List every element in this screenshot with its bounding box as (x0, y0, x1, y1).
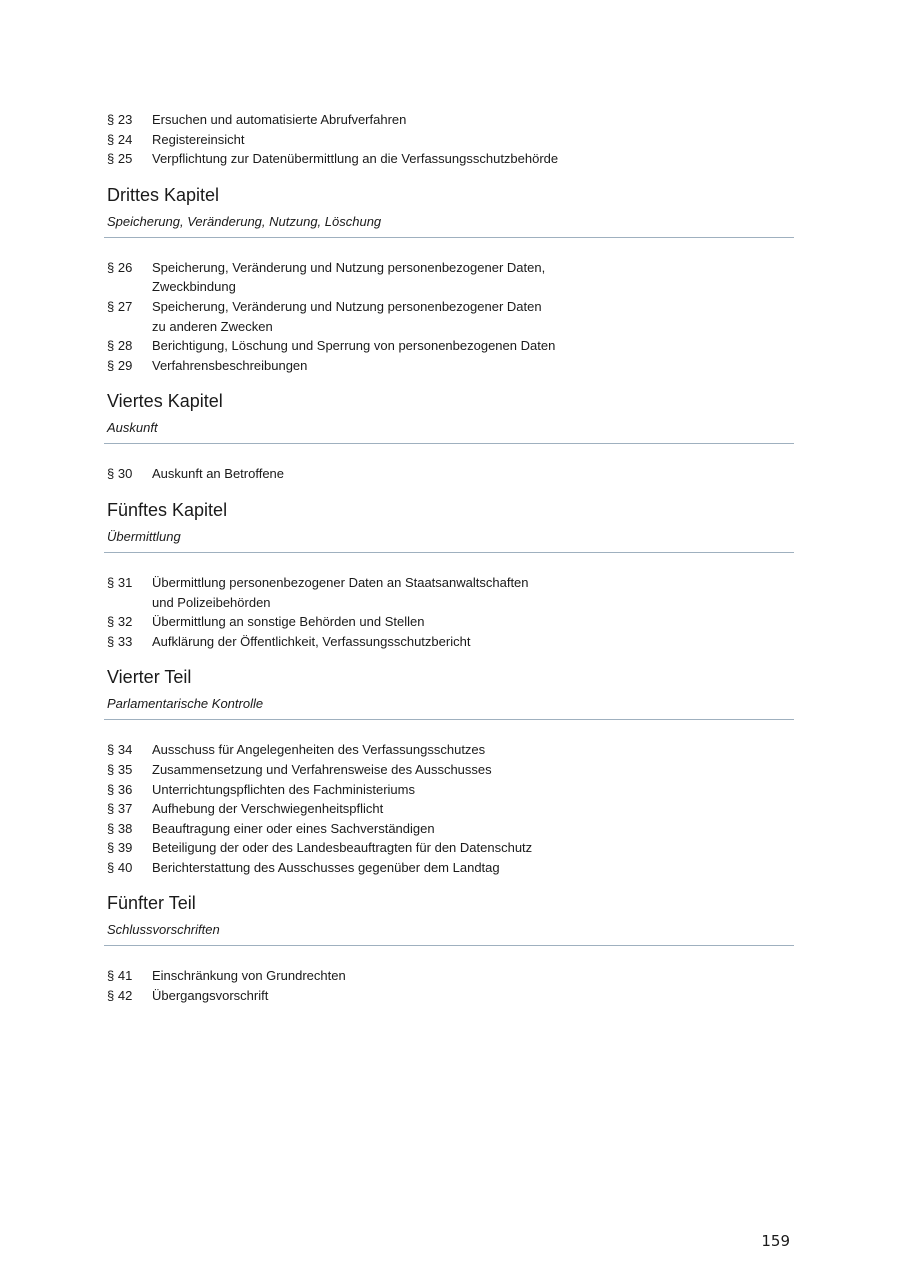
section-number: § 35 (107, 761, 133, 777)
entry-title-line: und Polizeibehörden (152, 594, 271, 610)
section-number: § 37 (107, 801, 133, 817)
table-of-contents (107, 110, 794, 1006)
chapter-subtitle: Parlamentarische Kontrolle (107, 696, 264, 712)
chapter-heading: Fünfter Teil (107, 893, 196, 914)
entry-list (107, 258, 794, 376)
toc-entry (107, 258, 794, 297)
entry-title-line: Zusammensetzung und Verfahrensweise des Ausschusses (152, 761, 492, 777)
chapter-subtitle: Speicherung, Veränderung, Nutzung, Löschung (107, 213, 382, 229)
section-number: § 27 (107, 298, 133, 314)
toc-entry (107, 632, 794, 652)
section-number: § 40 (107, 859, 133, 875)
divider (104, 237, 794, 238)
section-number: § 42 (107, 988, 133, 1004)
entry-title-line: zu anderen Zwecken (152, 318, 273, 334)
entry-list (107, 464, 794, 484)
section-number: § 30 (107, 466, 133, 482)
entry-title (152, 966, 794, 986)
section-number: § 28 (107, 338, 133, 354)
intro-entries (107, 110, 794, 169)
section-number: § 29 (107, 357, 133, 373)
section-number: § 39 (107, 840, 133, 856)
toc-entry (107, 858, 794, 878)
section-number: § 26 (107, 259, 133, 275)
entry-title (152, 760, 794, 780)
entry-title (152, 464, 794, 484)
chapter-section (107, 891, 794, 1005)
entry-list (107, 740, 794, 877)
section-number: § 34 (107, 742, 133, 758)
entry-title: Ersuchen und automatisierte Abrufverfahren (152, 112, 407, 127)
page-number: 159 (761, 1232, 790, 1250)
entry-title-line: Einschränkung von Grundrechten (152, 968, 346, 984)
section-number: § 38 (107, 820, 133, 836)
chapter-section (107, 183, 794, 376)
entry-title-line: Beauftragung einer oder eines Sachverständigen (152, 820, 435, 836)
entry-list (107, 966, 794, 1005)
chapter-heading: Viertes Kapitel (107, 391, 223, 412)
toc-entry (107, 760, 794, 780)
entry-title (152, 336, 794, 356)
entry-title-line: Berichtigung, Löschung und Sperrung von personenbezogenen Daten (152, 338, 556, 354)
entry-title (152, 258, 794, 297)
entry-title-line: Auskunft an Betroffene (152, 466, 285, 482)
toc-entry (107, 130, 794, 150)
chapter-heading: Fünftes Kapitel (107, 499, 228, 520)
entry-title-line: Zweckbindung (152, 279, 236, 295)
entry-title (152, 986, 794, 1006)
entry-title (152, 819, 794, 839)
divider (104, 443, 794, 444)
entry-title (152, 297, 794, 336)
toc-entry (107, 838, 794, 858)
entry-title (152, 799, 794, 819)
chapter-subtitle: Auskunft (107, 420, 158, 436)
entry-title: Verpflichtung zur Datenübermittlung an die Verfassungsschutzbehörde (152, 151, 559, 167)
divider (104, 945, 794, 946)
toc-entry (107, 110, 794, 130)
toc-entry (107, 297, 794, 336)
toc-entry (107, 966, 794, 986)
entry-title (152, 858, 794, 878)
toc-entry (107, 740, 794, 760)
toc-entry (107, 356, 794, 376)
section-number: § 41 (107, 968, 133, 984)
toc-entry (107, 573, 794, 612)
chapter-section (107, 498, 794, 651)
entry-title (152, 632, 794, 652)
entry-title (152, 780, 794, 800)
entry-title-line: Übermittlung an sonstige Behörden und Stellen (152, 614, 425, 630)
entry-title-line: Unterrichtungspflichten des Fachministeriums (152, 781, 415, 797)
chapter-subtitle: Schlussvorschriften (107, 922, 220, 938)
entry-title (152, 573, 794, 612)
section-number: § 32 (107, 614, 133, 630)
section-number: § 33 (107, 633, 133, 649)
chapter-heading: Drittes Kapitel (107, 184, 220, 205)
toc-entry (107, 819, 794, 839)
toc-entry (107, 799, 794, 819)
toc-entry (107, 336, 794, 356)
entry-title-line: Übergangsvorschrift (152, 988, 269, 1004)
entry-title-line: Aufhebung der Verschwiegenheitspflicht (152, 801, 384, 817)
section-number: § 23 (107, 112, 133, 127)
toc-entry (107, 986, 794, 1006)
entry-title-line: Berichterstattung des Ausschusses gegenüber dem Landtag (152, 859, 500, 875)
chapter-heading: Vierter Teil (107, 667, 192, 688)
entry-title-line: Speicherung, Veränderung und Nutzung personenbezogener Daten, (152, 259, 546, 275)
entry-title-line: Aufklärung der Öffentlichkeit, Verfassungsschutzbericht (152, 633, 471, 649)
chapter-section (107, 665, 794, 877)
entry-title-line: Übermittlung personenbezogener Daten an Staatsanwaltschaften (152, 574, 529, 590)
section-number: § 25 (107, 151, 133, 167)
section-number: § 31 (107, 574, 133, 590)
chapter-section (107, 389, 794, 484)
divider (104, 719, 794, 720)
entry-title (152, 612, 794, 632)
entry-title-line: Speicherung, Veränderung und Nutzung personenbezogener Daten (152, 298, 542, 314)
entry-title (152, 740, 794, 760)
toc-entry (107, 464, 794, 484)
toc-entry (107, 149, 794, 169)
entry-title (152, 838, 794, 858)
entry-title-line: Verfahrensbeschreibungen (152, 357, 308, 373)
entry-title-line: Beteiligung der oder des Landesbeauftragten für den Datenschutz (152, 840, 533, 856)
sections (107, 183, 794, 1006)
divider (104, 552, 794, 553)
entry-title: Registereinsicht (152, 131, 245, 147)
toc-entry (107, 780, 794, 800)
section-number: § 24 (107, 131, 133, 147)
entry-title-line: Ausschuss für Angelegenheiten des Verfassungsschutzes (152, 742, 486, 758)
section-number: § 36 (107, 781, 133, 797)
entry-title (152, 356, 794, 376)
entry-list (107, 573, 794, 651)
chapter-subtitle: Übermittlung (107, 528, 181, 544)
toc-entry (107, 612, 794, 632)
